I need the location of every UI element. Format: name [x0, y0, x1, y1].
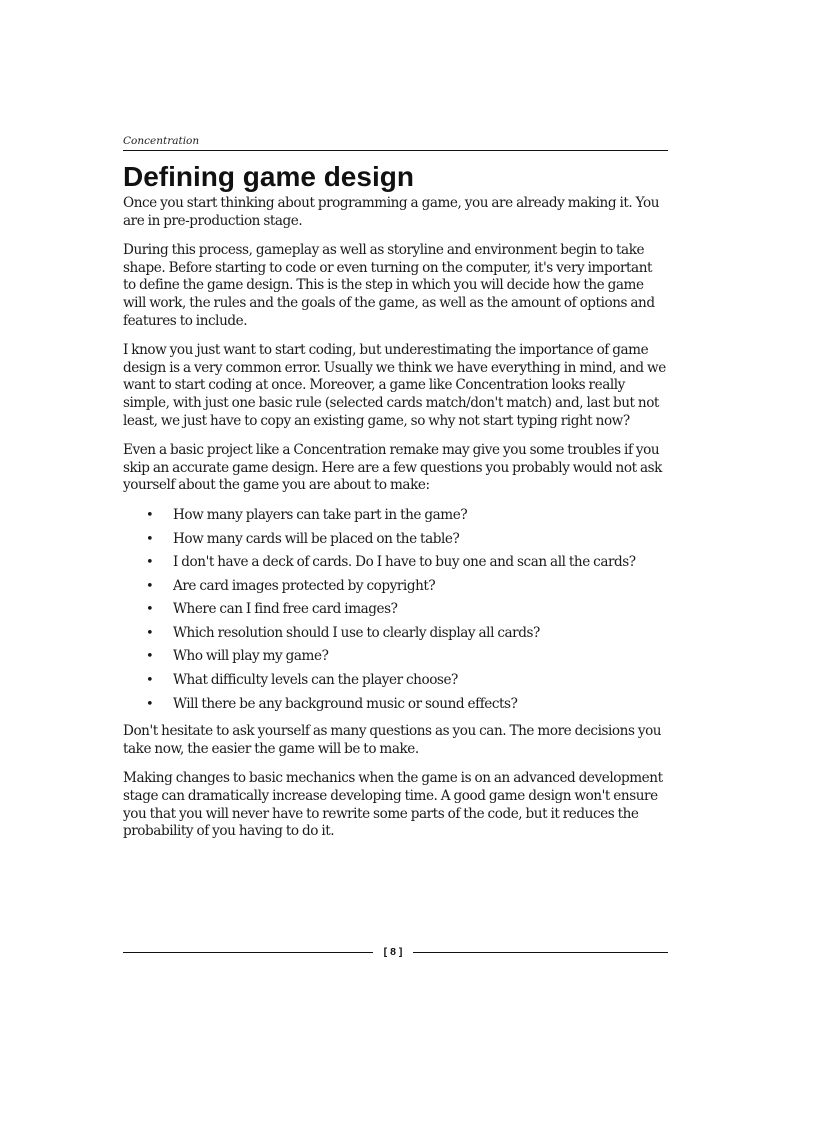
page-number: [ 8 ]	[383, 946, 403, 958]
bullet-icon: •	[146, 555, 154, 571]
list-item	[123, 554, 668, 572]
footer-rule-right	[413, 952, 668, 953]
list-item-text: I don't have a deck of cards. Do I have to buy one and scan all the cards?	[173, 554, 636, 571]
list-item-text: Where can I find free card images?	[173, 601, 398, 618]
bullet-icon: •	[146, 625, 154, 641]
paragraph-intro: Once you start thinking about programming a game, you are already making it. You are in pre-production stage.	[123, 195, 660, 229]
list-item	[123, 672, 668, 690]
section-title: Defining game design	[123, 161, 414, 192]
list-item	[123, 601, 668, 619]
list-item-text: How many players can take part in the game?	[173, 506, 468, 523]
list-item-text: Are card images protected by copyright?	[173, 577, 436, 594]
running-header: Concentration	[123, 135, 668, 151]
bullet-icon: •	[146, 696, 154, 712]
list-item-text: How many cards will be placed on the table?	[173, 530, 460, 547]
bullet-icon: •	[146, 673, 154, 689]
paragraph-mechanics: Making changes to basic mechanics when the game is on an advanced development stage can dramatically increase developing time. A good game design won't ensure you that you will never have to rewrite some parts of the code, but it reduces the probability of you having to do it.	[123, 770, 663, 840]
list-item	[123, 531, 668, 549]
paragraph-ask-questions: Don't hesitate to ask yourself as many questions as you can. The more decisions you take now, the easier the game will be to make.	[123, 723, 662, 757]
list-item	[123, 696, 668, 714]
paragraph-process: During this process, gameplay as well as storyline and environment begin to take shape. Before starting to code or even turning on the computer, it's very important to define the game design. This is the step in which you will decide how the game will work, the rules and the goals of the game, as well as the amount of options and features to include.	[123, 242, 655, 329]
list-item	[123, 648, 668, 666]
list-item-text: What difficulty levels can the player choose?	[173, 672, 458, 689]
bullet-icon: •	[146, 531, 154, 547]
bullet-icon: •	[146, 578, 154, 594]
questions-list	[123, 507, 668, 713]
page-footer	[123, 944, 668, 962]
list-item	[123, 507, 668, 525]
list-item-text: Which resolution should I use to clearly display all cards?	[173, 624, 540, 641]
bullet-icon: •	[146, 649, 154, 665]
bullet-icon: •	[146, 602, 154, 618]
page-content	[123, 135, 668, 853]
list-item-text: Who will play my game?	[173, 648, 329, 665]
bullet-icon: •	[146, 507, 154, 523]
list-item	[123, 578, 668, 596]
footer-rule-left	[123, 952, 373, 953]
list-item-text: Will there be any background music or sound effects?	[173, 695, 518, 712]
paragraph-coding: I know you just want to start coding, but underestimating the importance of game design is a very common error. Usually we think we have everything in mind, and we want to start coding at once. Moreover, a game like Concentration looks really simple, with just one basic rule (selected cards match/don't match) and, last but not least, we just have to copy an existing game, so why not start typing right now?	[123, 342, 666, 429]
list-item	[123, 625, 668, 643]
paragraph-questions-intro: Even a basic project like a Concentration remake may give you some troubles if you skip an accurate game design. Here are a few questions you probably would not ask yourself about the game you are about to make:	[123, 442, 662, 494]
